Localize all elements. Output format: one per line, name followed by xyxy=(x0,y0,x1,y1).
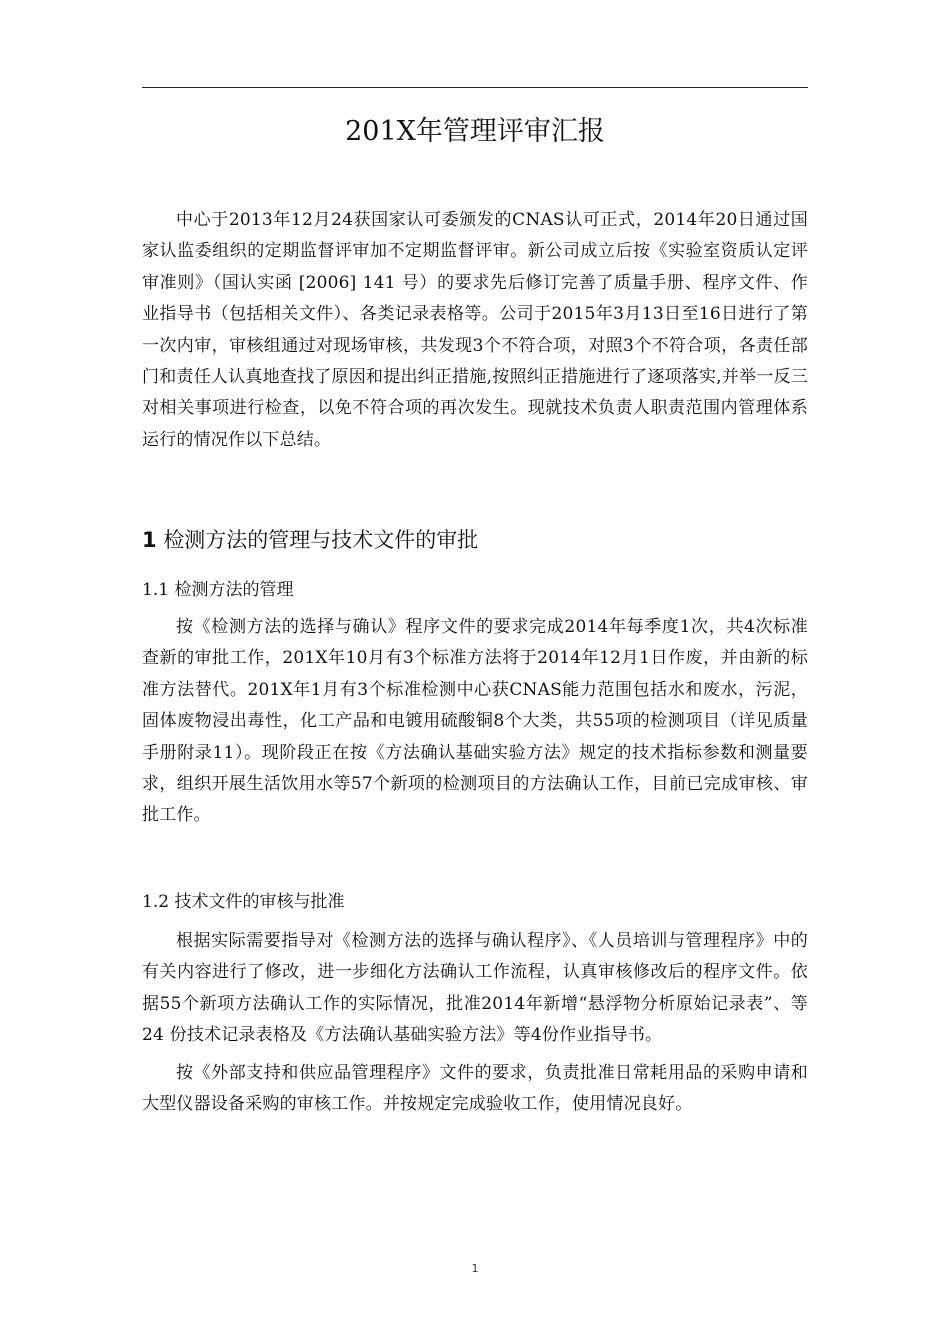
section-1-title: 检测方法的管理与技术文件的审批 xyxy=(163,528,479,552)
subsection-1-2-paragraph-1: 根据实际需要指导对《检测方法的选择与确认程序》、《人员培训与管理程序》中的有关内容进行了修改，进一步细化方法确认工作流程，认真审核修改后的程序文件。依据55个新项方法确认工作的实际情况，批准2014年新增“悬浮物分析原始记录表”、等 24 份技术记录表格及《方法确认基础实验方法》等4份作业指导书。 xyxy=(142,931,808,1046)
section-1-number: 1 xyxy=(142,528,157,552)
page-number: 1 xyxy=(471,1262,479,1275)
intro-block xyxy=(142,205,808,456)
section-1-heading xyxy=(142,524,478,556)
subsection-1-1-heading: 1.1 检测方法的管理 xyxy=(142,580,294,600)
header-rule xyxy=(142,87,808,88)
subsection-1-2-block xyxy=(142,926,808,1120)
subsection-1-2-heading: 1.2 技术文件的审核与批准 xyxy=(142,892,345,912)
subsection-1-1-paragraph: 按《检测方法的选择与确认》程序文件的要求完成2014年每季度1次，共4次标准查新的审批工作，201X年10月有3个标准方法将于2014年12月1日作废，并由新的标准方法替代。201X年1月有3个标准检测中心获CNAS能力范围包括水和废水，污泥，固体废物浸出毒性，化工产品和电镀用硫酸铜8个大类，共55项的检测项目（详见质量手册附录11）。现阶段正在按《方法确认基础实验方法》规定的技术指标参数和测量要求，组织开展生活饮用水等57个新项的检测项目的方法确认工作，目前已完成审核、审批工作。 xyxy=(142,617,808,826)
subsection-1-2-paragraph-2: 按《外部支持和供应品管理程序》文件的要求，负责批准日常耗用品的采购申请和大型仪器设备采购的审核工作。并按规定完成验收工作，使用情况良好。 xyxy=(142,1062,808,1115)
intro-paragraph: 中心于2013年12月24获国家认可委颁发的CNAS认可正式，2014年20日通过国家认监委组织的定期监督评审加不定期监督评审。新公司成立后按《实验室资质认定评审准则》（国认实函 [2006] 141 号）的要求先后修订完善了质量手册、程序文件、作业指导书（包括相关文件）、各类记录表格等。公司于2015年3月13日至16日进行了第一次内审，审核组通过对现场审核，共发现3个不符合项，对照3个不符合项，各责任部门和责任人认真地查找了原因和提出纠正措施,按照纠正措施进行了逐项落实,并举一反三对相关事项进行检查，以免不符合项的再次发生。现就技术负责人职责范围内管理体系运行的情况作以下总结。 xyxy=(142,210,808,450)
document-title: 201X年管理评审汇报 xyxy=(345,116,605,147)
subsection-1-1-block xyxy=(142,612,808,832)
